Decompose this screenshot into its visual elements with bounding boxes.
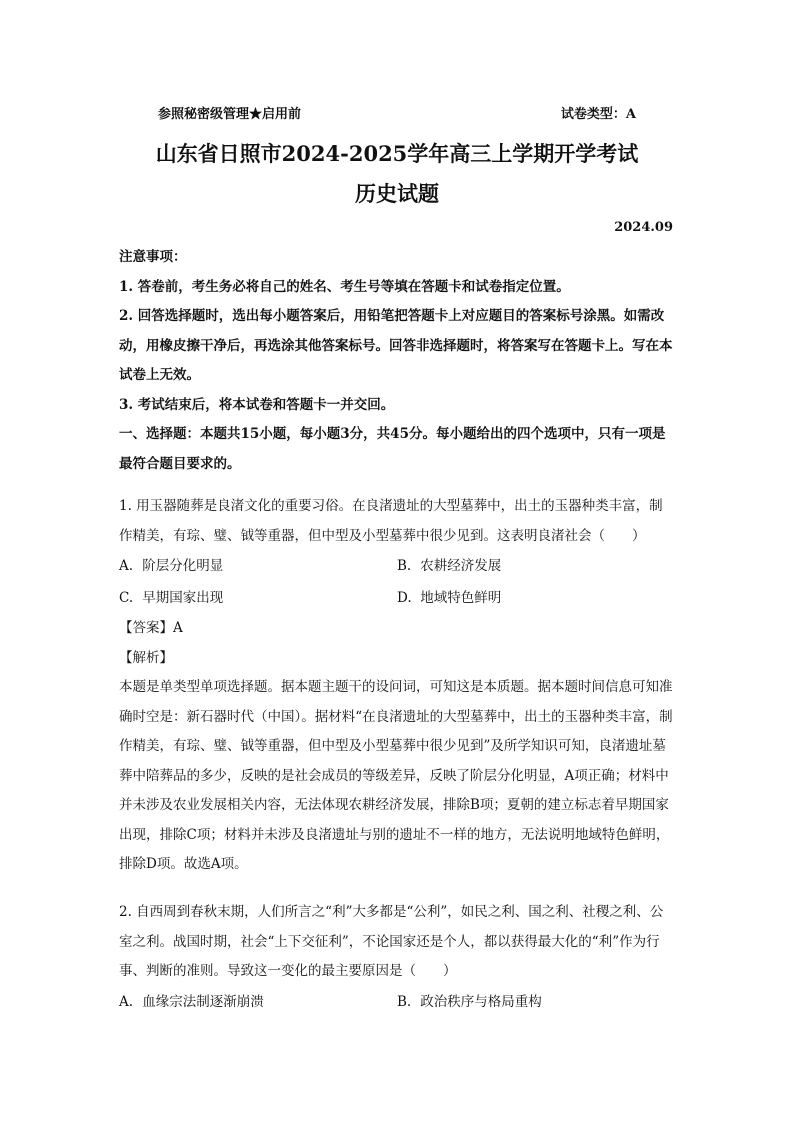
- analysis-text: 本题是单类型单项选择题。据本题主题干的设问词，可知这是本质题。据本题时间信息可知准确时空是：新石器时代（中国）。据材料“在良渚遗址的大型墓葬中，出土的玉器种类丰富，制作精美，有琮、璧、钺等重器，但中型及小型墓葬中很少见到”及所学知识可知，良渚遗址墓葬中陪葬品的多少，反映的是社会成员的等级差异，反映了阶层分化明显，A项正确；材料中并未涉及农业发展相关内容，无法体现农耕经济发展，排除B项；夏朝的建立标志着早期国家出现，排除C项；材料并未涉及良渚遗址与别的遗址不一样的地方，无法说明地域特色鲜明，排除D项。故选A项。: [119, 679, 673, 872]
- option-a: [119, 551, 397, 583]
- option-letter: C.: [119, 589, 134, 606]
- option-row: [119, 551, 675, 583]
- note-item: 1. 答卷前，考生务必将自己的姓名、考生号等填在答题卡和试卷指定位置。: [119, 278, 570, 295]
- option-text: 农耕经济发展: [420, 558, 502, 574]
- option-row: [119, 583, 675, 615]
- exam-title: 山东省日照市2024-2025学年高三上学期开学考试: [155, 141, 639, 166]
- option-d: [397, 583, 675, 615]
- option-row: [119, 987, 675, 1019]
- note-item: 2. 回答选择题时，选出每小题答案后，用铅笔把答题卡上对应题目的答案标号涂黑。如需改动，用橡皮擦干净后，再选涂其他答案标号。回答非选择题时，将答案写在答题卡上。写在本试卷上无效。: [119, 308, 673, 383]
- analysis-label: 【解析】: [119, 649, 173, 666]
- option-text: 地域特色鲜明: [420, 589, 502, 606]
- option-letter: B.: [397, 993, 412, 1010]
- option-b: [397, 551, 675, 583]
- option-letter: A.: [119, 993, 134, 1010]
- notes-heading: 注意事项：: [119, 249, 187, 265]
- exam-subtitle: 历史试题: [355, 181, 439, 206]
- header-line: [158, 103, 636, 122]
- option-text: 血缘宗法制逐渐崩溃: [142, 993, 264, 1010]
- option-c: [119, 583, 397, 615]
- option-text: 阶层分化明显: [142, 558, 224, 574]
- notes-block: [119, 243, 675, 479]
- question-stem: 1. 用玉器随葬是良渚文化的重要习俗。在良渚遗址的大型墓葬中，出土的玉器种类丰富，制作精美，有琮、璧、钺等重器，但中型及小型墓葬中很少见到。这表明良渚社会（ ）: [119, 498, 663, 544]
- option-letter: D.: [397, 589, 412, 606]
- question-2: [119, 898, 675, 1018]
- question-1: [119, 492, 675, 880]
- paper-type-label: 试卷类型：A: [560, 107, 636, 122]
- option-text: 政治秩序与格局重构: [420, 993, 542, 1010]
- confidential-label: 参照秘密级管理★启用前: [158, 107, 302, 122]
- option-b: [397, 987, 675, 1019]
- exam-date: 2024.09: [614, 220, 673, 235]
- option-letter: A.: [119, 558, 134, 574]
- option-letter: B.: [397, 558, 412, 574]
- option-text: 早期国家出现: [142, 589, 224, 606]
- answer-label: 【答案】A: [119, 620, 183, 636]
- section-heading: 一、选择题：本题共15小题，每小题3分，共45分。每小题给出的四个选项中，只有一项是最符合题目要求的。: [119, 426, 666, 472]
- option-a: [119, 987, 397, 1019]
- question-stem: 2. 自西周到春秋末期，人们所言之“利”大多都是“公利”，如民之利、国之利、社稷之利、公室之利。战国时期，社会“上下交征利”，不论国家还是个人，都以获得最大化的“利”作为行事、判断的准则。导致这一变化的最主要原因是（ ）: [119, 904, 664, 979]
- note-item: 3. 考试结束后，将本试卷和答题卡一并交回。: [119, 396, 395, 413]
